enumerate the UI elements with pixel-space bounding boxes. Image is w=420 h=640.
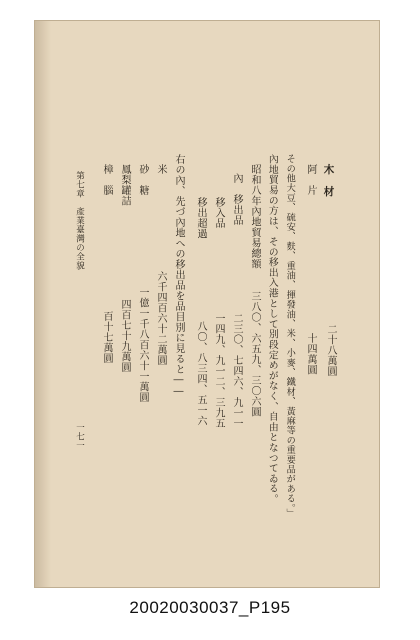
line-11-bottom: 一億一千八百六十一萬圓: [137, 287, 148, 403]
running-head: 第七章 產業臺灣の全貌: [74, 171, 85, 270]
line-10-top: 米: [155, 164, 166, 175]
line-4: 內地貿易の方は、その移出入港として別段定めがなく、自由となつてゐる。: [266, 154, 278, 505]
line-13-top: 樟 腦: [101, 164, 112, 196]
line-5-bottom: 三八〇、六五九、三〇六圓: [249, 291, 260, 417]
line-11-top: 砂 糖: [137, 164, 148, 196]
image-caption: 20020030037_P195: [129, 598, 291, 617]
line-12-bottom: 四百七十九萬圓: [119, 299, 130, 373]
line-8-top: 移出超過: [195, 197, 206, 239]
line-7-bottom: 一四九、九一二、三九五: [213, 313, 224, 429]
line-2-bottom: 十四萬圓: [305, 333, 316, 375]
line-6-bottom: 二三〇、七四六、九一一: [231, 313, 242, 429]
line-12-top: 鳳梨罐詰: [119, 164, 130, 206]
line-7-top: 移入品: [213, 197, 224, 229]
line-9: 右の內、先づ內地への移出品を品目別に見ると――: [173, 154, 184, 398]
page-gutter-shadow: [35, 21, 51, 587]
line-6-top: 內 移出品: [231, 173, 242, 226]
line-2-top: 阿 片: [305, 164, 316, 196]
line-8-bottom: 八〇、八三四、五一六: [195, 321, 206, 426]
line-5-top: 昭和八年內地貿易總額: [249, 164, 260, 269]
line-10-bottom: 六千四百六十二萬圓: [155, 271, 166, 366]
line-1-top: 木 材: [322, 164, 335, 197]
line-1-bottom: 二十八萬圓: [325, 324, 336, 377]
book-page: [34, 20, 380, 588]
page-number: 一七一: [74, 423, 85, 450]
line-3: その他大豆、硫安、麩、重油、揮發油、米、小麥、鐵材、黃麻等の重要品がある。」: [284, 154, 296, 518]
line-13-bottom: 百十七萬圓: [101, 311, 112, 364]
